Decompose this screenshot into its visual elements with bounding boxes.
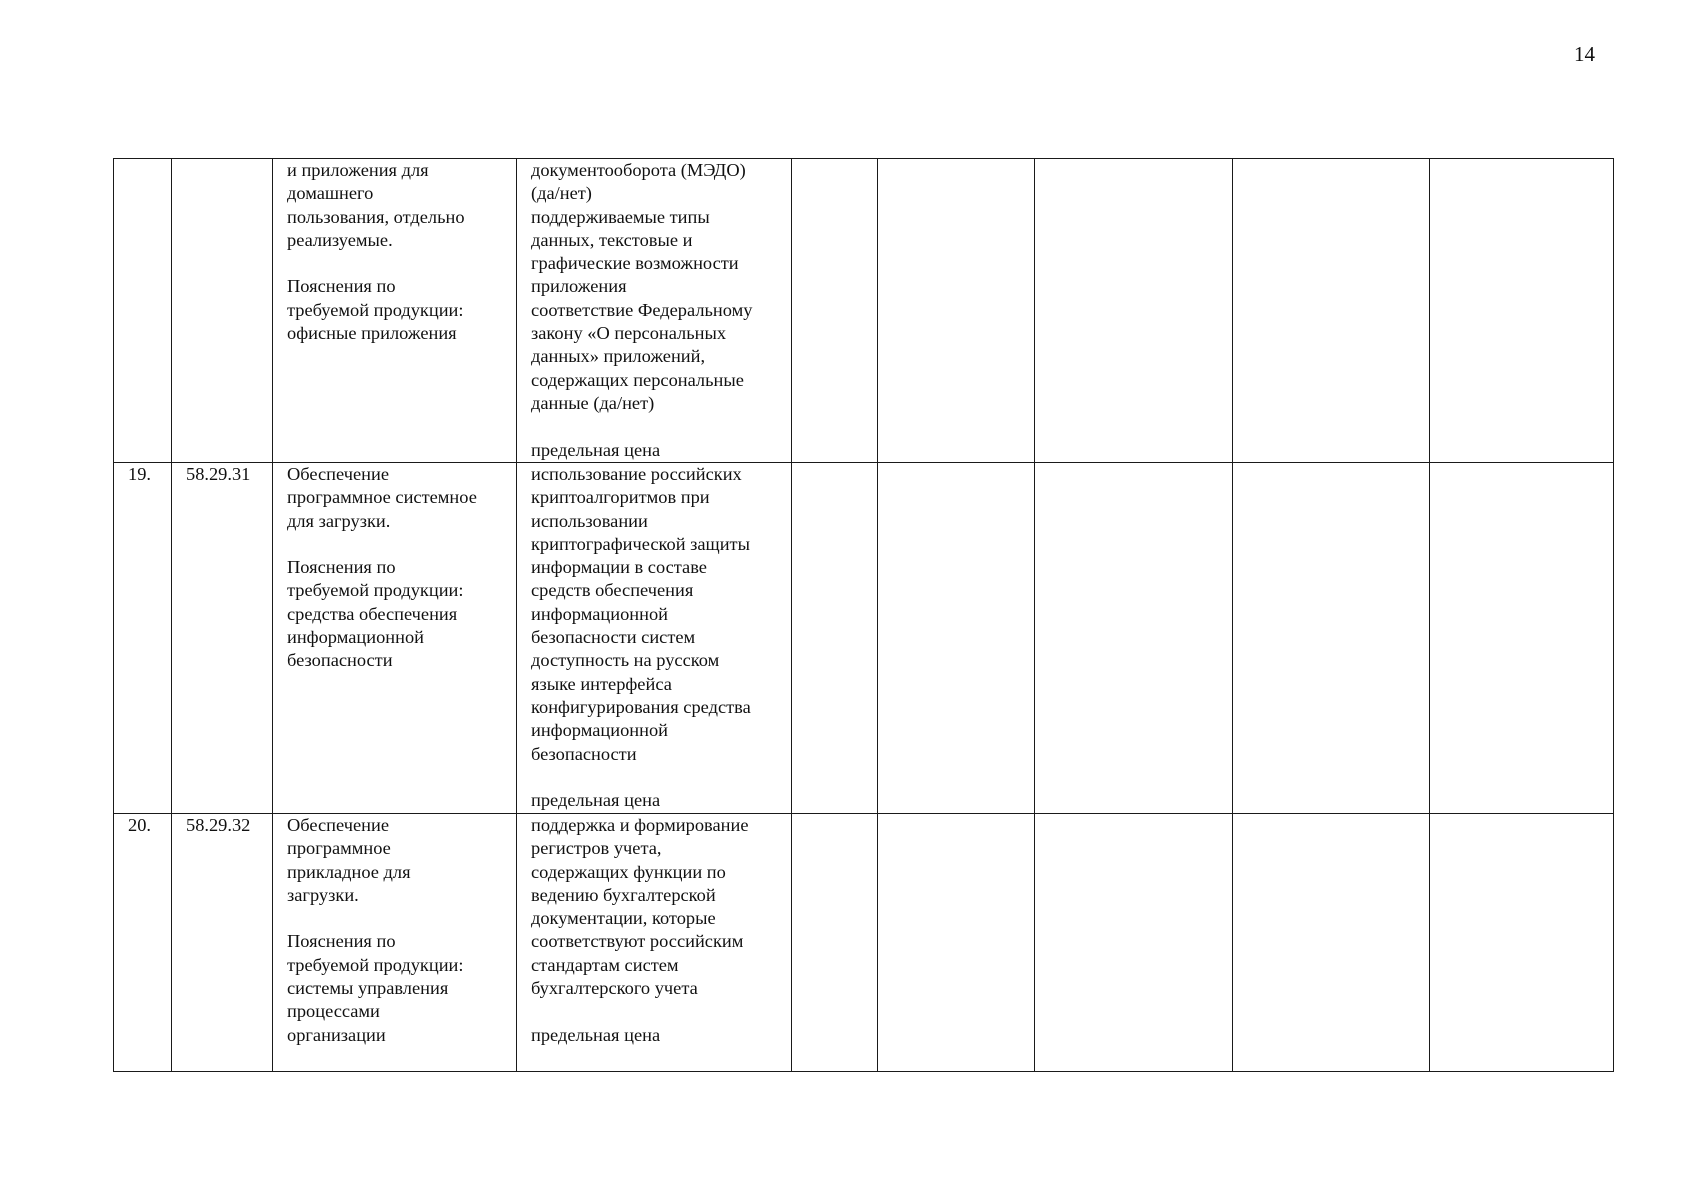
empty-cell — [1035, 814, 1233, 1072]
product-name-cell: Обеспечение программное системное для загрузки. Пояснения по требуемой продукции: средства обеспечения информационной безопасности — [273, 463, 517, 814]
row-number-cell: 19. — [114, 463, 172, 814]
okpd-code-cell: 58.29.31 — [172, 463, 273, 814]
okpd-code-cell: 58.29.32 — [172, 814, 273, 1072]
table-row — [114, 159, 1614, 463]
table-row — [114, 463, 1614, 814]
empty-cell — [878, 463, 1035, 814]
characteristics-cell: документооборота (МЭДО) (да/нет) поддерживаемые типы данных, текстовые и графические возможности приложения соответствие Федеральному закону «О персональных данных» приложений, содержащих персональные данные (да/нет) предельная цена — [517, 159, 792, 463]
empty-cell — [1430, 159, 1614, 463]
empty-cell — [1233, 159, 1430, 463]
product-name-cell: и приложения для домашнего пользования, отдельно реализуемые. Пояснения по требуемой продукции: офисные приложения — [273, 159, 517, 463]
row-number-cell: 20. — [114, 814, 172, 1072]
empty-cell — [878, 159, 1035, 463]
requirements-table — [113, 158, 1614, 1072]
empty-cell — [1430, 814, 1614, 1072]
empty-cell — [792, 463, 878, 814]
okpd-code-cell — [172, 159, 273, 463]
empty-cell — [1430, 463, 1614, 814]
product-name-cell: Обеспечение программное прикладное для загрузки. Пояснения по требуемой продукции: системы управления процессами организации — [273, 814, 517, 1072]
empty-cell — [1035, 159, 1233, 463]
page-number: 14 — [1574, 42, 1595, 66]
empty-cell — [1233, 463, 1430, 814]
empty-cell — [878, 814, 1035, 1072]
empty-cell — [792, 814, 878, 1072]
characteristics-cell: поддержка и формирование регистров учета, содержащих функции по ведению бухгалтерской документации, которые соответствуют российским стандартам систем бухгалтерского учета предельная цена — [517, 814, 792, 1072]
row-number-cell — [114, 159, 172, 463]
empty-cell — [1035, 463, 1233, 814]
empty-cell — [1233, 814, 1430, 1072]
table-row — [114, 814, 1614, 1072]
characteristics-cell: использование российских криптоалгоритмов при использовании криптографической защиты информации в составе средств обеспечения информационной безопасности систем доступность на русском языке интерфейса конфигурирования средства информационной безопасности предельная цена — [517, 463, 792, 814]
empty-cell — [792, 159, 878, 463]
